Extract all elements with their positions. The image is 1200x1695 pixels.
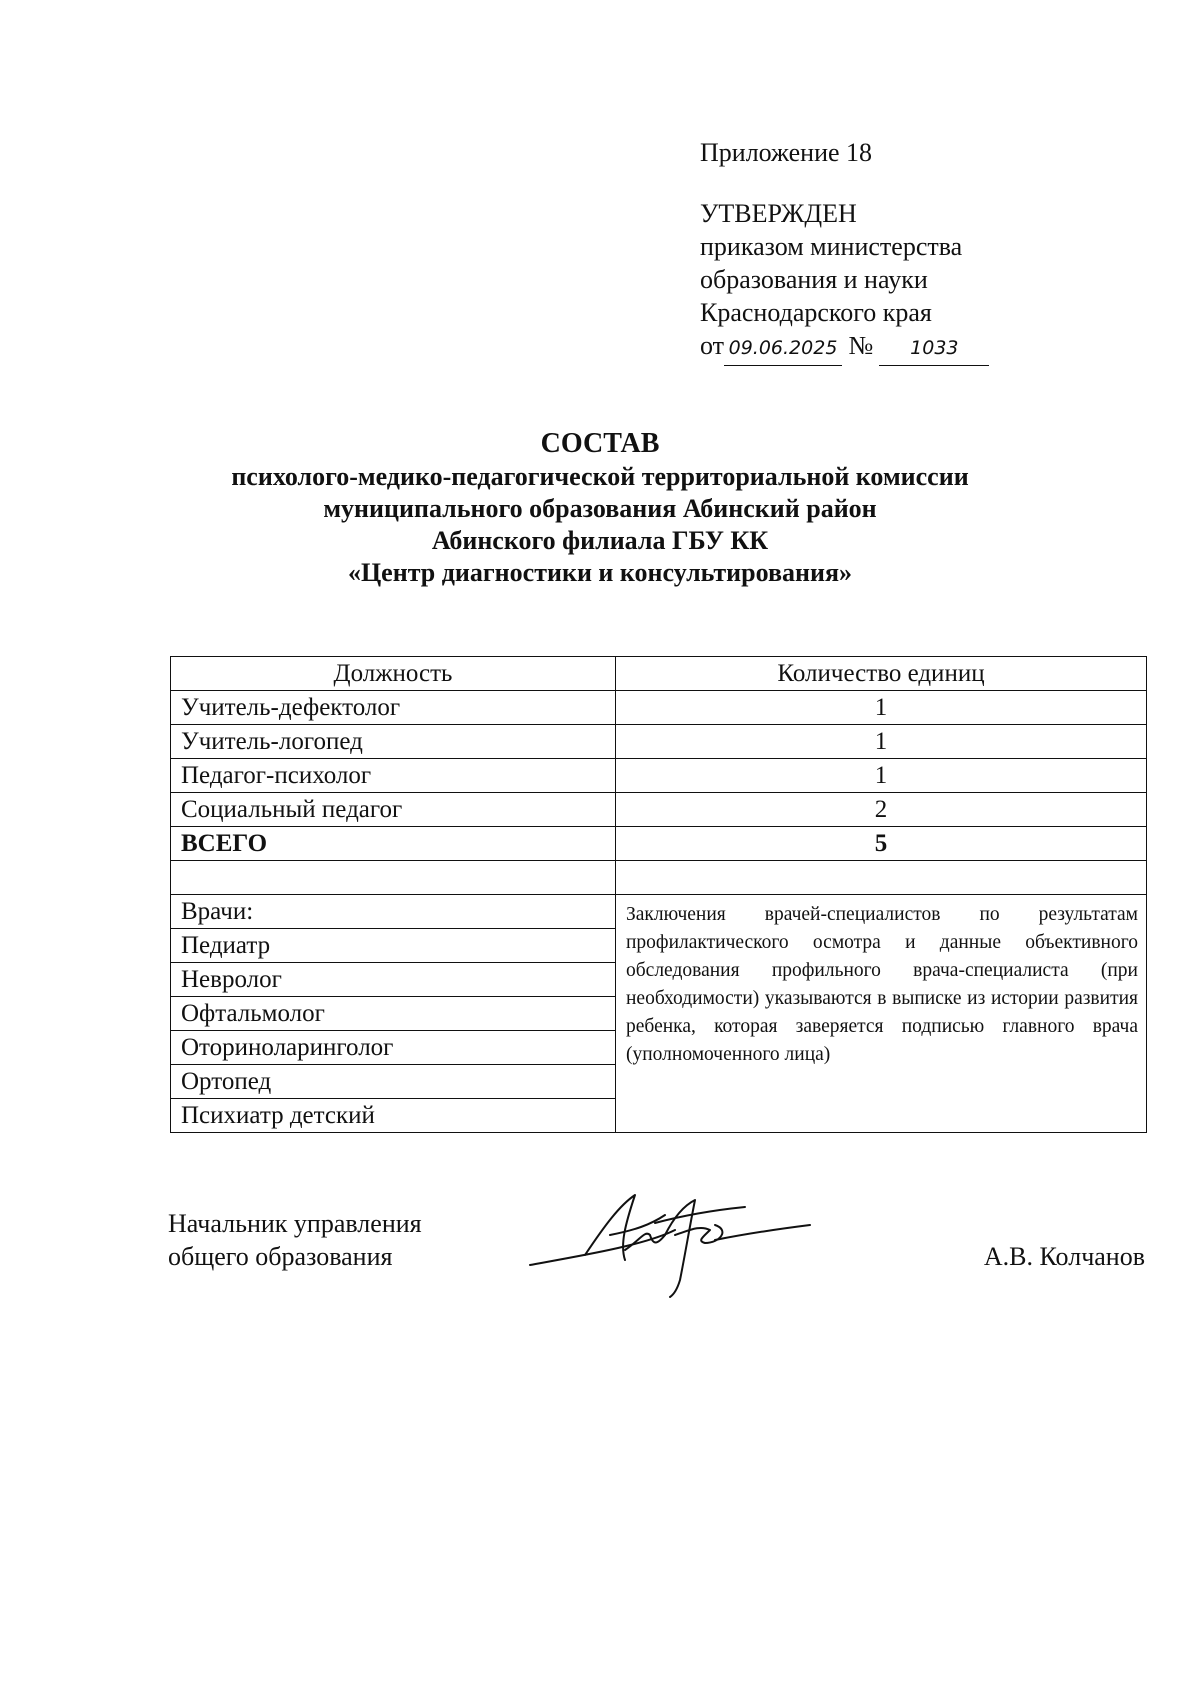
annex-number: Приложение 18 (700, 138, 873, 167)
doctor-cell: Педиатр (171, 929, 616, 963)
doctors-heading: Врачи: (171, 895, 616, 929)
table-row (171, 793, 1147, 827)
approval-line-1: приказом министерства (700, 232, 963, 261)
empty-row (171, 861, 1147, 895)
handwritten-number: 1033 (879, 332, 989, 366)
document-title (0, 428, 1200, 589)
number-label: № (848, 331, 874, 360)
doctor-cell: Оториноларинголог (171, 1031, 616, 1065)
handwritten-signature (525, 1185, 825, 1305)
approval-date-line (700, 329, 1120, 366)
date-prefix: от (700, 331, 725, 360)
header-position: Должность (171, 657, 616, 691)
table-header-row (171, 657, 1147, 691)
title-line-2: муниципального образования Абинский район (323, 494, 877, 523)
approved-stamp: УТВЕРЖДЕН (700, 199, 857, 228)
doctor-row (171, 895, 1147, 929)
count-cell: 1 (616, 691, 1147, 725)
count-cell: 1 (616, 759, 1147, 793)
doctor-cell: Ортопед (171, 1065, 616, 1099)
empty-cell (616, 861, 1147, 895)
title-main: СОСТАВ (540, 428, 660, 459)
approval-line-3: Краснодарского края (700, 298, 932, 327)
signer-title-line-1: Начальник управления (168, 1209, 422, 1238)
title-line-3: Абинского филиала ГБУ КК (431, 526, 769, 555)
position-cell: Социальный педагог (171, 793, 616, 827)
total-row (171, 827, 1147, 861)
total-label: ВСЕГО (171, 827, 616, 861)
count-cell: 1 (616, 725, 1147, 759)
approval-line-2: образования и науки (700, 265, 928, 294)
approval-block (700, 136, 1120, 366)
doctor-cell: Невролог (171, 963, 616, 997)
title-line-1: психолого-медико-педагогической территориальной комиссии (231, 462, 969, 491)
signer-title (168, 1207, 422, 1273)
title-line-4: «Центр диагностики и консультирования» (347, 558, 853, 587)
table-row (171, 759, 1147, 793)
signer-name: А.В. Колчанов (983, 1242, 1145, 1271)
empty-cell (171, 861, 616, 895)
table-row (171, 691, 1147, 725)
staff-table (170, 656, 1147, 1133)
table-row (171, 725, 1147, 759)
doctor-cell: Офтальмолог (171, 997, 616, 1031)
position-cell: Учитель-логопед (171, 725, 616, 759)
position-cell: Педагог-психолог (171, 759, 616, 793)
header-count: Количество единиц (616, 657, 1147, 691)
total-value: 5 (616, 827, 1147, 861)
doctors-note: Заключения врачей-специалистов по результатам профилактического осмотра и данные объективного обследования профильного врача-специалиста (при необходимости) указываются в выписке из истории развития ребенка, которая заверяется подписью главного врача (уполномоченного лица) (616, 895, 1147, 1133)
doctor-cell: Психиатр детский (171, 1099, 616, 1133)
handwritten-date: 09.06.2025 (724, 332, 842, 366)
position-cell: Учитель-дефектолог (171, 691, 616, 725)
signer-title-line-2: общего образования (168, 1242, 393, 1271)
count-cell: 2 (616, 793, 1147, 827)
